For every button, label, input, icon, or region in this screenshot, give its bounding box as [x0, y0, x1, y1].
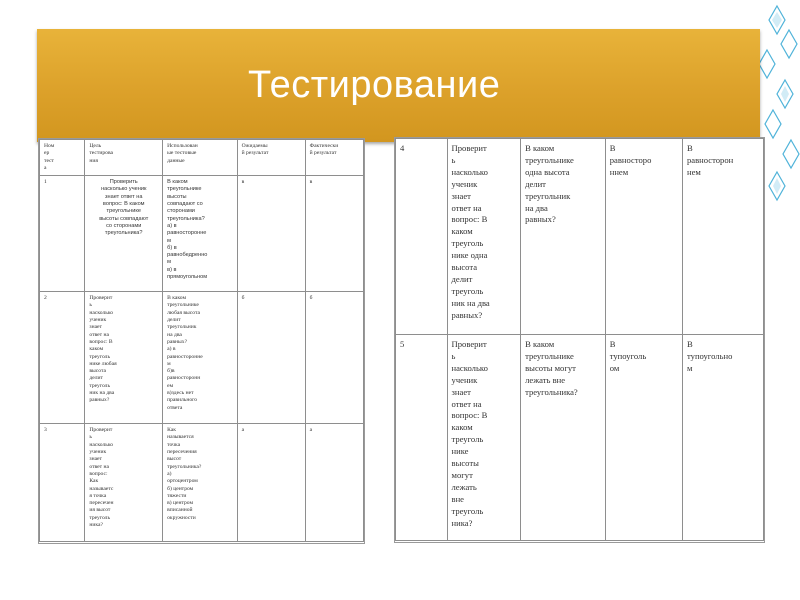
table-row [40, 424, 364, 542]
table-row [40, 292, 364, 424]
cell-expected: В равносторо ннем [605, 139, 682, 335]
cell-num: 1 [40, 176, 85, 292]
header-expected: Ожидаемы й результат [237, 140, 305, 176]
cell-data: В каком треугольнике высоты совпадают со сторонами треугольника? а) в равносторонне м б) в равнобедренно м в) в прямоугольном [163, 176, 238, 292]
cell-num: 4 [396, 139, 448, 335]
cell-actual: В равносторон нем [683, 139, 764, 335]
test-table-right [395, 138, 764, 541]
cell-data: Как называется точка пересечения высот треугольника? а) ортоцентром б) центром тяжести в) центром вписанной окружности [163, 424, 238, 542]
cell-num: 2 [40, 292, 85, 424]
cell-actual: б [305, 292, 363, 424]
cell-goal: Проверит ь насколько ученик знает ответ на вопрос: В каком треуголь нике одна высота делит треуголь ник на два равных? [447, 139, 521, 335]
right-table-scan [394, 137, 765, 543]
cell-goal: Проверит ь насколько ученик знает ответ на вопрос: Как называетс я точка пересечен ия высот треуголь ника? [85, 424, 163, 542]
cell-expected: В тупоуголь ом [605, 335, 682, 541]
cell-actual: а [305, 424, 363, 542]
cell-data: В каком треугольнике одна высота делит треугольник на два равных? [521, 139, 606, 335]
table-row [396, 139, 764, 335]
table-row [396, 335, 764, 541]
cell-actual: В тупоугольно м [683, 335, 764, 541]
table-row [40, 176, 364, 292]
header-actual: Фактически й результат [305, 140, 363, 176]
cell-expected: а [237, 424, 305, 542]
cell-expected: в [237, 176, 305, 292]
test-table-left [39, 139, 364, 542]
title-band [37, 29, 760, 142]
left-table-scan [38, 138, 365, 544]
header-data: Использован ые тестовые данные [163, 140, 238, 176]
cell-goal: Проверит ь насколько ученик знает ответ на вопрос: В каком треуголь нике любая высота делит треуголь ник на два равных? [85, 292, 163, 424]
header-num: Ном ер тест а [40, 140, 85, 176]
cell-actual: в [305, 176, 363, 292]
cell-goal: Проверить насколько ученик знает ответ на вопрос: В каком треугольнике высоты совпадают со сторонами треугольника? [85, 176, 163, 292]
cell-goal: Проверит ь насколько ученик знает ответ на вопрос: В каком треуголь нике высоты могут лежать вне треуголь ника? [447, 335, 521, 541]
cell-num: 5 [396, 335, 448, 541]
cell-expected: б [237, 292, 305, 424]
header-goal: Цель тестирова ния [85, 140, 163, 176]
slide-title: Тестирование [248, 64, 501, 106]
cell-num: 3 [40, 424, 85, 542]
table-header-row [40, 140, 364, 176]
cell-data: В каком треугольнике любая высота делит треугольник на два равных? а) в равносторонне м б)в равносторонн ем в)здесь нет правильного ответа [163, 292, 238, 424]
cell-data: В каком треугольнике высоты могут лежать вне треугольника? [521, 335, 606, 541]
